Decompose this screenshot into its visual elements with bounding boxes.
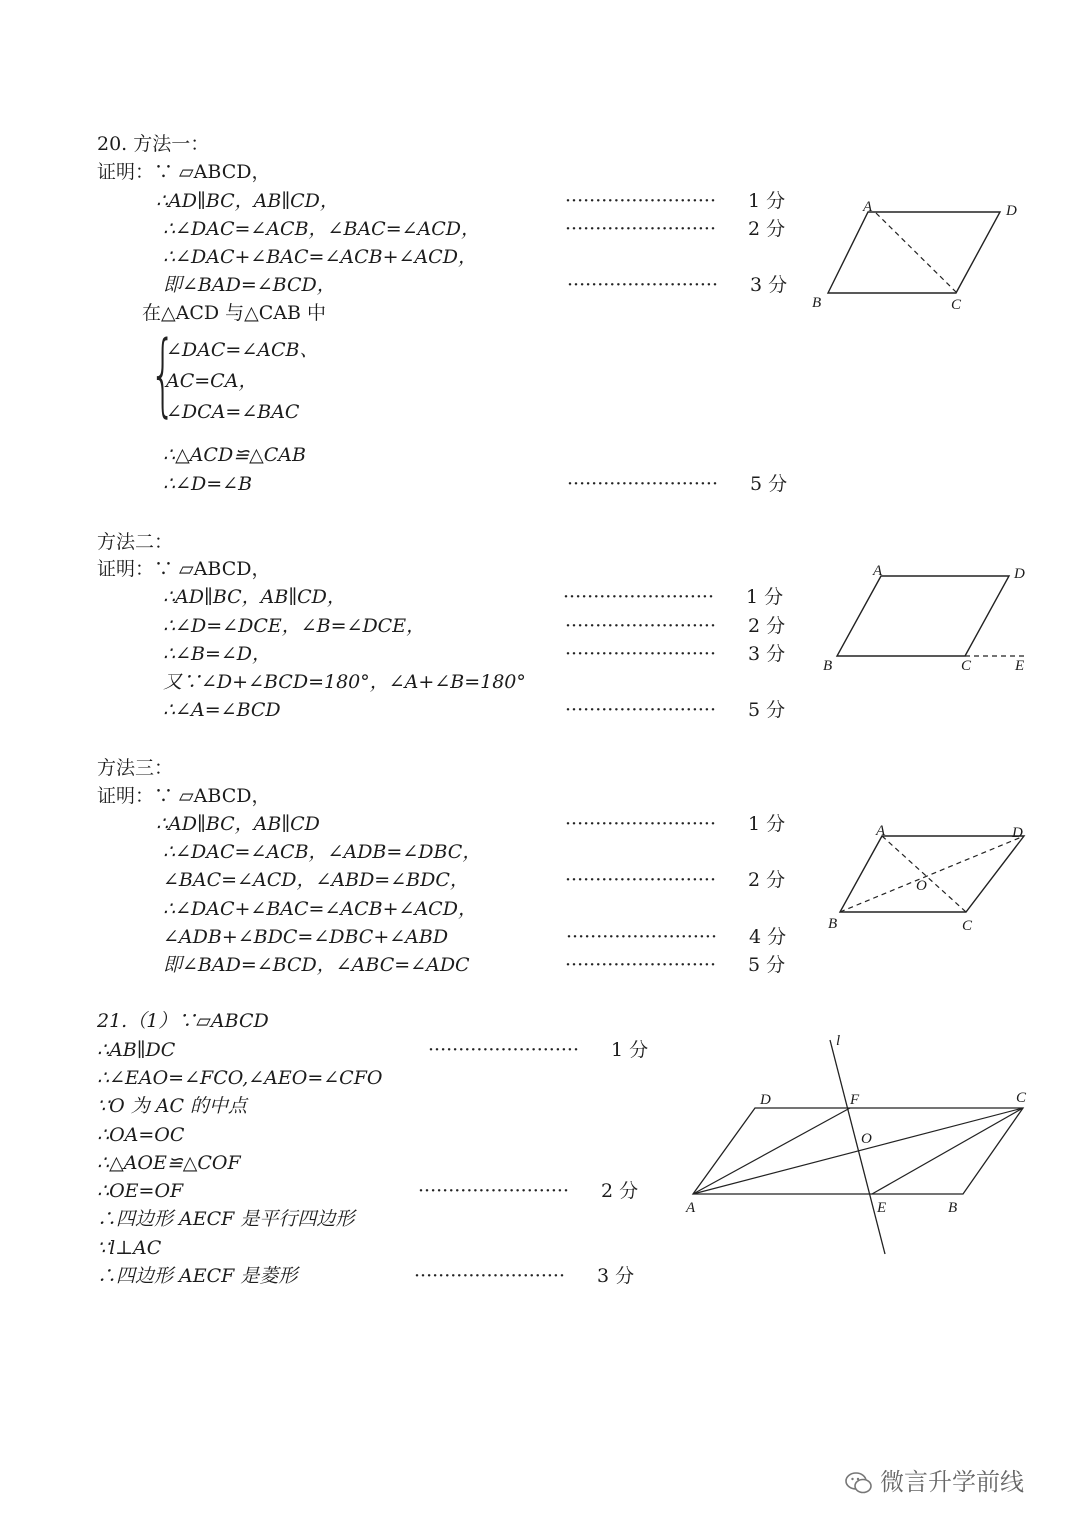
q21-score-1: 1 分 [611,1039,649,1061]
q20-m3-line6: ∠ADB+∠BDC=∠DBC+∠ABD [163,926,449,948]
fig2-label-b: B [823,658,833,674]
q20-m2-line3: ∴∠D=∠DCE，∠B=∠DCE， [163,615,426,637]
q20-m1-score-1: 1 分 [748,190,786,212]
fig1-label-d: D [1006,203,1017,219]
dot-leader: ························· [414,1265,565,1287]
watermark-text: 微言升学前线 [880,1468,1024,1496]
q21-score-2: 2 分 [601,1180,639,1202]
q20-m3-score-4: 4 分 [749,926,787,948]
q21-line8: ∴四边形 AECF 是平行四边形 [97,1208,355,1230]
q20-m1-line5: 即∠BAD=∠BCD， [163,274,336,296]
fig4-label-c: C [1016,1090,1027,1106]
fig3-label-a: A [876,823,886,839]
q20-m3-score-5: 5 分 [748,954,786,976]
q20-m3-line4: ∠BAC=∠ACD，∠ABD=∠BDC， [163,869,469,891]
q20-m1-line8: ∴∠D=∠B [163,473,253,495]
dot-leader: ························· [418,1180,569,1202]
q20-m1-line2: ∴AD∥BC，AB∥CD， [156,190,339,212]
fig3-label-o: O [916,878,927,894]
dot-leader: ························· [565,869,716,891]
q20-m3-line3: ∴∠DAC=∠ACB，∠ADB=∠DBC， [163,841,482,863]
q21-line1: 21.（1）∵▱ABCD [97,1010,269,1032]
q20-method1-heading: 20. 方法一： [97,133,210,155]
fig4-label-d: D [760,1092,771,1108]
q21-score-3: 3 分 [597,1265,635,1287]
wechat-icon [844,1470,874,1496]
dot-leader: ························· [565,615,716,637]
dot-leader: ························· [565,643,716,665]
dot-leader: ························· [567,274,718,296]
fig4-label-e: E [877,1200,887,1216]
q21-line5: ∴OA=OC [97,1124,185,1146]
q20-m1-line4: ∴∠DAC+∠BAC=∠ACB+∠ACD， [163,246,477,268]
dot-leader: ························· [565,954,716,976]
q20-method3-heading: 方法三： [97,757,174,779]
figure-parallelogram-2 [815,560,1040,680]
q20-m1-line1: 证明：∵ ▱ABCD， [97,161,271,183]
fig2-label-a: A [873,563,883,579]
watermark [844,1462,1024,1497]
dot-leader: ························· [565,190,716,212]
fig3-label-d: D [1012,825,1023,841]
system-brace: { [150,322,176,427]
fig1-label-a: A [863,199,873,215]
q20-m2-line2: ∴AD∥BC，AB∥CD， [163,586,346,608]
fig2-label-d: D [1014,566,1025,582]
figure-rhombus-aecf [680,1028,1040,1260]
q20-m2-line1: 证明：∵ ▱ABCD， [97,558,271,580]
q20-m3-line7: 即∠BAD=∠BCD，∠ABC=∠ADC [163,954,470,976]
q20-m1-system-2: AC=CA， [166,370,258,392]
q20-m1-line7: ∴△ACD≌△CAB [163,444,306,466]
fig2-label-e: E [1015,658,1025,674]
q21-line2: ∴AB∥DC [97,1039,176,1061]
q20-m3-line2: ∴AD∥BC，AB∥CD [156,813,320,835]
dot-leader: ························· [565,699,716,721]
q20-m1-line6: 在△ACD 与△CAB 中 [142,302,327,324]
q21-line10: ∴四边形 AECF 是菱形 [97,1265,298,1287]
dot-leader: ························· [567,473,718,495]
figure-parallelogram-3 [820,818,1040,938]
q20-m1-score-3: 3 分 [750,274,788,296]
fig4-label-o: O [861,1131,872,1147]
q20-m1-score-2: 2 分 [748,218,786,240]
q20-m2-score-1: 1 分 [746,586,784,608]
fig3-label-b: B [828,916,838,932]
q20-m2-line4: ∴∠B=∠D， [163,643,272,665]
q20-m3-score-1: 1 分 [748,813,786,835]
q20-m2-line5: 又∵∠D+∠BCD=180°，∠A+∠B=180° [163,671,526,693]
dot-leader: ························· [566,926,717,948]
q21-line7: ∴OE=OF [97,1180,184,1202]
fig1-label-b: B [812,295,822,311]
q20-m3-line5: ∴∠DAC+∠BAC=∠ACB+∠ACD， [163,898,477,920]
dot-leader: ························· [565,218,716,240]
q20-m1-system-3: ∠DCA=∠BAC [166,401,300,423]
q20-m1-system-1: ∠DAC=∠ACB、 [166,339,319,361]
fig2-label-c: C [961,658,972,674]
q20-m1-score-5: 5 分 [750,473,788,495]
q20-m3-score-2: 2 分 [748,869,786,891]
q20-m1-line3: ∴∠DAC=∠ACB，∠BAC=∠ACD， [163,218,481,240]
q21-line3: ∴∠EAO=∠FCO,∠AEO=∠CFO [97,1067,383,1089]
fig4-label-f: F [850,1092,860,1108]
q21-line9: ∵l⊥AC [97,1237,162,1259]
dot-leader: ························· [563,586,714,608]
q20-m2-score-2: 2 分 [748,615,786,637]
q20-m3-line1: 证明：∵ ▱ABCD， [97,785,271,807]
q20-m2-score-3: 3 分 [748,643,786,665]
fig3-label-c: C [962,918,973,934]
q20-m2-line6: ∴∠A=∠BCD [163,699,281,721]
dot-leader: ························· [428,1039,579,1061]
q20-m2-score-5: 5 分 [748,699,786,721]
q21-line4: ∵O 为 AC 的中点 [97,1095,248,1117]
dot-leader: ························· [565,813,716,835]
fig4-label-b: B [948,1200,958,1216]
fig1-label-c: C [951,297,962,313]
fig4-label-a: A [686,1200,696,1216]
figure-parallelogram-1 [808,196,1028,314]
q20-method2-heading: 方法二： [97,531,174,553]
q21-line6: ∴△AOE≌△COF [97,1152,241,1174]
fig4-label-l: l [836,1033,841,1049]
